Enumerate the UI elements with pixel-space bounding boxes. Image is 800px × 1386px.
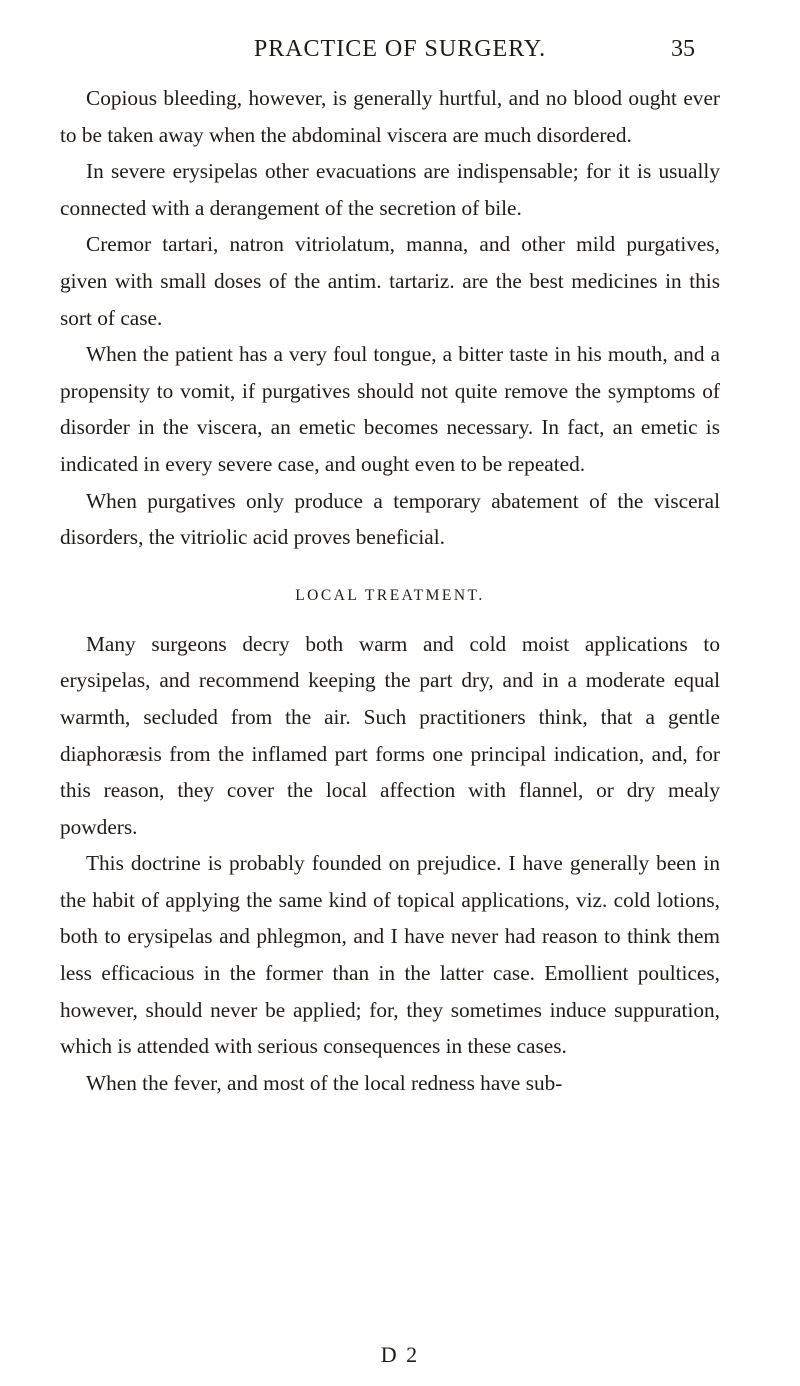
- paragraph: When purgatives only produce a temporary abatement of the visceral disorders, the vitriolic acid proves beneficial.: [60, 488, 720, 550]
- paragraph: When the patient has a very foul tongue, a bitter taste in his mouth, and a propensity to vomit, if purgatives should not quite remove the symptoms of disorder in the viscera, an emetic becomes necessary. In fact, an emetic is indicated in every severe case, and ought even to be repeated.: [60, 342, 720, 476]
- paragraph: Copious bleeding, however, is generally hurtful, and no blood ought ever to be taken away when the abdominal viscera are much disordered.: [60, 86, 720, 147]
- page-number: 35: [671, 36, 695, 62]
- paragraph: This doctrine is probably founded on prejudice. I have generally been in the habit of applying the same kind of topical applications, viz. cold lotions, both to erysipelas and phlegmon, and I have never had reason to think them less efficacious in the former than in the latter case. Emollient poultices, however, should never be applied; for, they sometimes induce suppuration, which is attended with serious consequences in these cases.: [60, 851, 720, 1059]
- paragraph: Many surgeons decry both warm and cold moist applications to erysipelas, and recommend keeping the part dry, and in a moderate equal warmth, secluded from the air. Such practitioners think, that a gentle diaphoræsis from the inflamed part forms one principal indication, and, for this reason, they cover the local affection with flannel, or dry mealy powders.: [60, 631, 720, 839]
- running-head: PRACTICE OF SURGERY.: [253, 36, 547, 62]
- section-heading: LOCAL TREATMENT.: [295, 586, 485, 604]
- signature-mark: D 2: [380, 1342, 420, 1367]
- paragraph: In severe erysipelas other evacuations are indispensable; for it is usually connected with a derangement of the secretion of bile.: [60, 159, 720, 220]
- paragraph: Cremor tartari, natron vitriolatum, manna, and other mild purgatives, given with small doses of the antim. tartariz. are the best medicines in this sort of case.: [60, 232, 720, 330]
- page-header: [105, 36, 695, 70]
- paragraph: When the fever, and most of the local redness have sub-: [86, 1070, 563, 1095]
- body-text: [60, 80, 720, 1101]
